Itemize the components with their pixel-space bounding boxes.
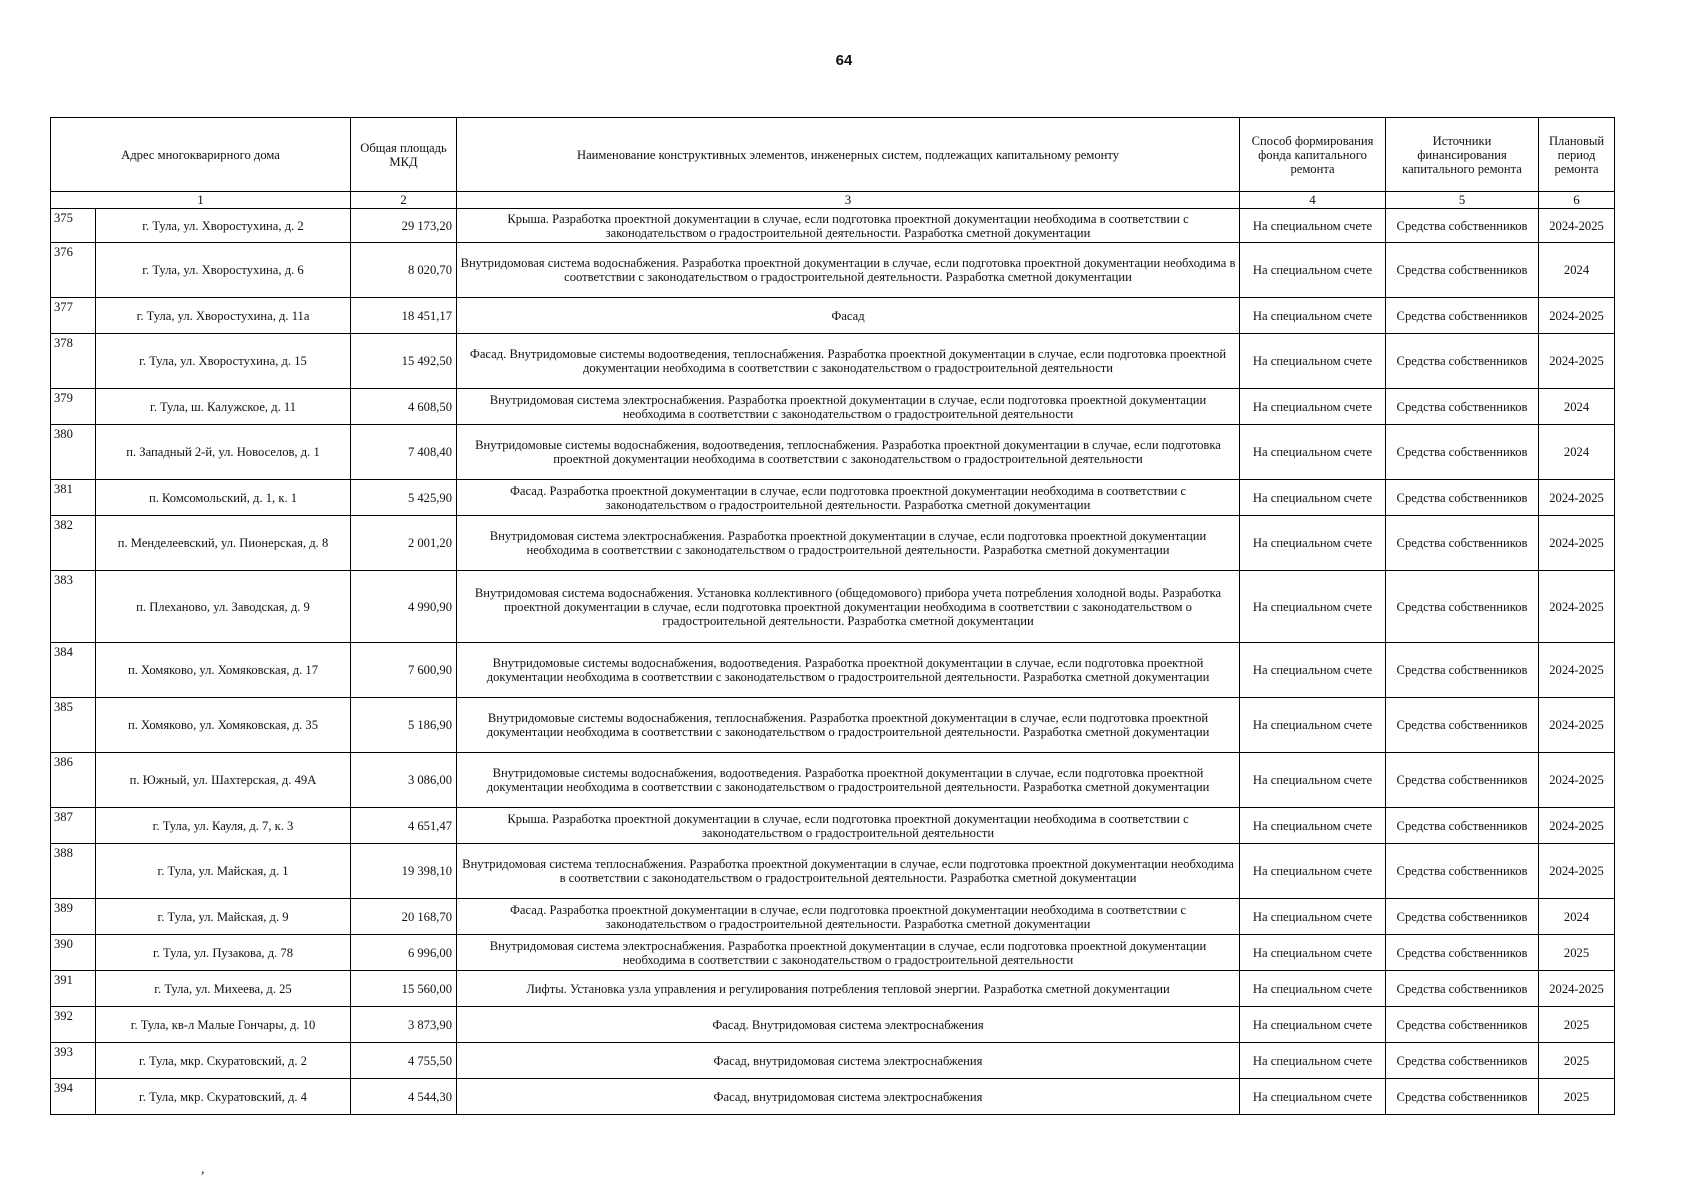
row-source: Средства собственников — [1386, 1079, 1539, 1115]
row-address: г. Тула, ул. Кауля, д. 7, к. 3 — [96, 808, 351, 844]
row-description: Крыша. Разработка проектной документации в случае, если подготовка проектной документации необходима в соответствии с законодательством о градостроительной деятельности. Разработка сметной документации — [457, 209, 1240, 243]
row-address: п. Комсомольский, д. 1, к. 1 — [96, 480, 351, 516]
row-source: Средства собственников — [1386, 298, 1539, 334]
column-number: 1 — [51, 192, 351, 209]
row-address: г. Тула, ул. Михеева, д. 25 — [96, 971, 351, 1007]
row-number: 379 — [51, 389, 96, 425]
table-row — [51, 516, 1615, 571]
row-number: 380 — [51, 425, 96, 480]
row-address: г. Тула, ул. Пузакова, д. 78 — [96, 935, 351, 971]
stray-mark: , — [201, 1162, 205, 1177]
row-source: Средства собственников — [1386, 1007, 1539, 1043]
row-address: г. Тула, ул. Хворостухина, д. 2 — [96, 209, 351, 243]
row-area: 18 451,17 — [351, 298, 457, 334]
table-row — [51, 753, 1615, 808]
table-row — [51, 971, 1615, 1007]
row-description: Внутридомовые системы водоснабжения, водоотведения. Разработка проектной документации в случае, если подготовка проектной документации необходима в соответствии с законодательством о градостроительной деятельности. Разработка сметной документации — [457, 643, 1240, 698]
row-number: 384 — [51, 643, 96, 698]
row-period: 2024-2025 — [1539, 753, 1615, 808]
row-method: На специальном счете — [1240, 389, 1386, 425]
row-number: 389 — [51, 899, 96, 935]
row-description: Внутридомовая система водоснабжения. Разработка проектной документации в случае, если подготовка проектной документации необходима в соответствии с законодательством о градостроительной деятельности. Разработка сметной документации — [457, 243, 1240, 298]
row-description: Внутридомовые системы водоснабжения, водоотведения. Разработка проектной документации в случае, если подготовка проектной документации необходима в соответствии с законодательством о градостроительной деятельности. Разработка сметной документации — [457, 753, 1240, 808]
row-method: На специальном счете — [1240, 753, 1386, 808]
row-method: На специальном счете — [1240, 971, 1386, 1007]
repair-plan-table — [50, 117, 1615, 1115]
table-row — [51, 899, 1615, 935]
row-number: 377 — [51, 298, 96, 334]
row-area: 7 600,90 — [351, 643, 457, 698]
row-method: На специальном счете — [1240, 899, 1386, 935]
table-row — [51, 1079, 1615, 1115]
row-number: 378 — [51, 334, 96, 389]
row-method: На специальном счете — [1240, 209, 1386, 243]
row-number: 385 — [51, 698, 96, 753]
table-row — [51, 571, 1615, 643]
row-method: На специальном счете — [1240, 425, 1386, 480]
row-number: 390 — [51, 935, 96, 971]
row-period: 2024-2025 — [1539, 516, 1615, 571]
row-description: Внутридомовая система электроснабжения. Разработка проектной документации в случае, если подготовка проектной документации необходима в соответствии с законодательством о градостроительной деятельности — [457, 389, 1240, 425]
table-body — [51, 209, 1615, 1115]
row-source: Средства собственников — [1386, 935, 1539, 971]
row-description: Внутридомовая система электроснабжения. Разработка проектной документации в случае, если подготовка проектной документации необходима в соответствии с законодательством о градостроительной деятельности. Разработка сметной документации — [457, 516, 1240, 571]
row-method: На специальном счете — [1240, 844, 1386, 899]
row-source: Средства собственников — [1386, 389, 1539, 425]
row-address: п. Западный 2-й, ул. Новоселов, д. 1 — [96, 425, 351, 480]
row-method: На специальном счете — [1240, 1043, 1386, 1079]
column-number: 6 — [1539, 192, 1615, 209]
row-period: 2024-2025 — [1539, 334, 1615, 389]
row-area: 4 608,50 — [351, 389, 457, 425]
row-source: Средства собственников — [1386, 643, 1539, 698]
row-address: п. Хомяково, ул. Хомяковская, д. 17 — [96, 643, 351, 698]
row-address: г. Тула, кв-л Малые Гончары, д. 10 — [96, 1007, 351, 1043]
row-number: 392 — [51, 1007, 96, 1043]
column-number: 3 — [457, 192, 1240, 209]
row-period: 2024-2025 — [1539, 808, 1615, 844]
row-period: 2025 — [1539, 935, 1615, 971]
table-row — [51, 480, 1615, 516]
row-source: Средства собственников — [1386, 243, 1539, 298]
row-source: Средства собственников — [1386, 1043, 1539, 1079]
row-description: Внутридомовая система электроснабжения. Разработка проектной документации в случае, если подготовка проектной документации необходима в соответствии с законодательством о градостроительной деятельности — [457, 935, 1240, 971]
row-address: п. Менделеевский, ул. Пионерская, д. 8 — [96, 516, 351, 571]
row-description: Фасад, внутридомовая система электроснабжения — [457, 1043, 1240, 1079]
header-sources: Источники финансирования капитального ремонта — [1386, 118, 1539, 192]
table-row — [51, 844, 1615, 899]
table-row — [51, 1007, 1615, 1043]
row-source: Средства собственников — [1386, 753, 1539, 808]
table-row — [51, 389, 1615, 425]
row-description: Внутридомовые системы водоснабжения, водоотведения, теплоснабжения. Разработка проектной документации в случае, если подготовка проектной документации необходима в соответствии с законодательством о градостроительной деятельности — [457, 425, 1240, 480]
row-source: Средства собственников — [1386, 334, 1539, 389]
row-address: п. Плеханово, ул. Заводская, д. 9 — [96, 571, 351, 643]
row-number: 394 — [51, 1079, 96, 1115]
row-address: п. Хомяково, ул. Хомяковская, д. 35 — [96, 698, 351, 753]
table-row — [51, 243, 1615, 298]
table-row — [51, 298, 1615, 334]
row-period: 2024-2025 — [1539, 571, 1615, 643]
row-method: На специальном счете — [1240, 480, 1386, 516]
row-source: Средства собственников — [1386, 698, 1539, 753]
row-number: 386 — [51, 753, 96, 808]
row-description: Фасад. Внутридомовая система электроснабжения — [457, 1007, 1240, 1043]
row-number: 376 — [51, 243, 96, 298]
header-row — [51, 118, 1615, 192]
row-method: На специальном счете — [1240, 1079, 1386, 1115]
column-number: 4 — [1240, 192, 1386, 209]
row-method: На специальном счете — [1240, 698, 1386, 753]
row-address: г. Тула, ул. Хворостухина, д. 11а — [96, 298, 351, 334]
row-period: 2024 — [1539, 899, 1615, 935]
row-method: На специальном счете — [1240, 571, 1386, 643]
row-source: Средства собственников — [1386, 571, 1539, 643]
row-area: 15 492,50 — [351, 334, 457, 389]
row-area: 7 408,40 — [351, 425, 457, 480]
row-description: Фасад. Разработка проектной документации в случае, если подготовка проектной документации необходима в соответствии с законодательством о градостроительной деятельности. Разработка сметной документации — [457, 899, 1240, 935]
column-number: 2 — [351, 192, 457, 209]
row-area: 15 560,00 — [351, 971, 457, 1007]
row-source: Средства собственников — [1386, 899, 1539, 935]
row-description: Фасад — [457, 298, 1240, 334]
row-description: Лифты. Установка узла управления и регулирования потребления тепловой энергии. Разработка сметной документации — [457, 971, 1240, 1007]
row-source: Средства собственников — [1386, 971, 1539, 1007]
row-method: На специальном счете — [1240, 808, 1386, 844]
row-description: Внутридомовая система теплоснабжения. Разработка проектной документации в случае, если подготовка проектной документации необходима в соответствии с законодательством о градостроительной деятельности. Разработка сметной документации — [457, 844, 1240, 899]
row-period: 2024 — [1539, 425, 1615, 480]
row-area: 29 173,20 — [351, 209, 457, 243]
row-address: г. Тула, ш. Калужское, д. 11 — [96, 389, 351, 425]
row-source: Средства собственников — [1386, 808, 1539, 844]
table-row — [51, 334, 1615, 389]
row-number: 388 — [51, 844, 96, 899]
row-number: 391 — [51, 971, 96, 1007]
table-row — [51, 643, 1615, 698]
row-area: 3 086,00 — [351, 753, 457, 808]
row-address: п. Южный, ул. Шахтерская, д. 49А — [96, 753, 351, 808]
row-area: 4 990,90 — [351, 571, 457, 643]
row-description: Внутридомовая система водоснабжения. Установка коллективного (общедомового) прибора учета потребления холодной воды. Разработка проектной документации в случае, если подготовка проектной документации необходима в соответствии с законодательством о градостроительной деятельности. Разработка сметной документации — [457, 571, 1240, 643]
header-elements: Наименование конструктивных элементов, инженерных систем, подлежащих капитальному ремонту — [457, 118, 1240, 192]
row-source: Средства собственников — [1386, 480, 1539, 516]
row-period: 2024-2025 — [1539, 698, 1615, 753]
row-number: 387 — [51, 808, 96, 844]
row-area: 5 425,90 — [351, 480, 457, 516]
row-number: 375 — [51, 209, 96, 243]
row-area: 6 996,00 — [351, 935, 457, 971]
row-period: 2024-2025 — [1539, 971, 1615, 1007]
row-description: Крыша. Разработка проектной документации в случае, если подготовка проектной документации необходима в соответствии с законодательством о градостроительной деятельности — [457, 808, 1240, 844]
row-method: На специальном счете — [1240, 243, 1386, 298]
row-address: г. Тула, ул. Майская, д. 1 — [96, 844, 351, 899]
row-address: г. Тула, мкр. Скуратовский, д. 4 — [96, 1079, 351, 1115]
header-address: Адрес многокварирного дома — [51, 118, 351, 192]
row-area: 2 001,20 — [351, 516, 457, 571]
row-description: Фасад. Разработка проектной документации в случае, если подготовка проектной документации необходима в соответствии с законодательством о градостроительной деятельности. Разработка сметной документации — [457, 480, 1240, 516]
row-description: Фасад, внутридомовая система электроснабжения — [457, 1079, 1240, 1115]
row-number: 382 — [51, 516, 96, 571]
row-method: На специальном счете — [1240, 1007, 1386, 1043]
table-row — [51, 425, 1615, 480]
row-description: Внутридомовые системы водоснабжения, теплоснабжения. Разработка проектной документации в случае, если подготовка проектной документации необходима в соответствии с законодательством о градостроительной деятельности. Разработка сметной документации — [457, 698, 1240, 753]
table-row — [51, 698, 1615, 753]
row-area: 4 651,47 — [351, 808, 457, 844]
row-number: 393 — [51, 1043, 96, 1079]
row-area: 8 020,70 — [351, 243, 457, 298]
row-source: Средства собственников — [1386, 516, 1539, 571]
row-method: На специальном счете — [1240, 643, 1386, 698]
row-period: 2024-2025 — [1539, 298, 1615, 334]
column-number-row — [51, 192, 1615, 209]
table-row — [51, 209, 1615, 243]
table-row — [51, 1043, 1615, 1079]
row-source: Средства собственников — [1386, 209, 1539, 243]
row-period: 2024-2025 — [1539, 844, 1615, 899]
row-number: 383 — [51, 571, 96, 643]
row-period: 2024-2025 — [1539, 209, 1615, 243]
column-number: 5 — [1386, 192, 1539, 209]
header-area: Общая площадь МКД — [351, 118, 457, 192]
row-area: 4 755,50 — [351, 1043, 457, 1079]
row-period: 2025 — [1539, 1079, 1615, 1115]
row-period: 2024 — [1539, 389, 1615, 425]
row-method: На специальном счете — [1240, 935, 1386, 971]
row-source: Средства собственников — [1386, 425, 1539, 480]
row-period: 2024-2025 — [1539, 643, 1615, 698]
header-period: Плановый период ремонта — [1539, 118, 1615, 192]
header-method: Способ формирования фонда капитального ремонта — [1240, 118, 1386, 192]
row-number: 381 — [51, 480, 96, 516]
row-address: г. Тула, ул. Хворостухина, д. 6 — [96, 243, 351, 298]
row-period: 2025 — [1539, 1007, 1615, 1043]
row-area: 19 398,10 — [351, 844, 457, 899]
row-address: г. Тула, ул. Хворостухина, д. 15 — [96, 334, 351, 389]
table-row — [51, 808, 1615, 844]
row-method: На специальном счете — [1240, 516, 1386, 571]
table-row — [51, 935, 1615, 971]
row-area: 20 168,70 — [351, 899, 457, 935]
row-description: Фасад. Внутридомовые системы водоотведения, теплоснабжения. Разработка проектной документации в случае, если подготовка проектной документации необходима в соответствии с законодательством о градостроительной деятельности — [457, 334, 1240, 389]
row-period: 2024 — [1539, 243, 1615, 298]
row-method: На специальном счете — [1240, 334, 1386, 389]
row-area: 3 873,90 — [351, 1007, 457, 1043]
row-address: г. Тула, ул. Майская, д. 9 — [96, 899, 351, 935]
row-period: 2025 — [1539, 1043, 1615, 1079]
row-address: г. Тула, мкр. Скуратовский, д. 2 — [96, 1043, 351, 1079]
row-source: Средства собственников — [1386, 844, 1539, 899]
page-number: 64 — [835, 52, 853, 69]
row-method: На специальном счете — [1240, 298, 1386, 334]
row-area: 5 186,90 — [351, 698, 457, 753]
row-area: 4 544,30 — [351, 1079, 457, 1115]
row-period: 2024-2025 — [1539, 480, 1615, 516]
